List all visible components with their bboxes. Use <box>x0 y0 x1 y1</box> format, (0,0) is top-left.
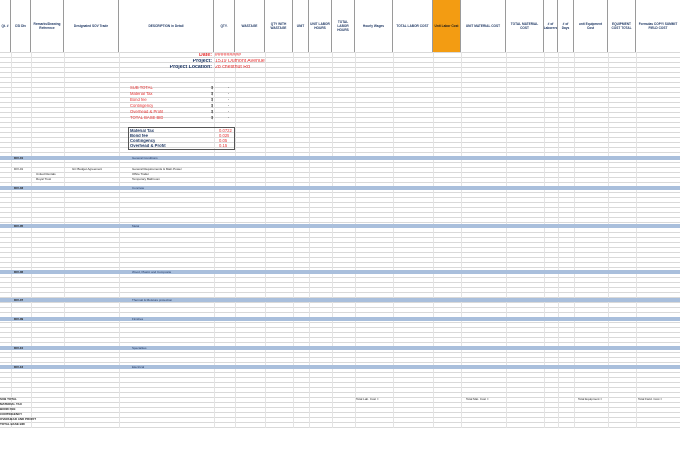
footer-overhead-profit: OVERHEAD AND PROFIT <box>0 418 37 421</box>
grid-column-line <box>544 52 545 428</box>
col-header-total-material-cost: TOTAL MATERIAL COST <box>506 0 544 52</box>
grid-row-line <box>0 427 680 428</box>
summary-total-base-bid: TOTAL BASE BID <box>130 116 164 120</box>
grid-row-line <box>0 57 680 58</box>
col-header-unit-material-cost: UNIT MATERIAL COST <box>461 0 506 52</box>
rate-bond-fee-value[interactable]: 0.025 <box>219 134 230 138</box>
rate-bond-fee-label: Bond fee <box>130 134 148 138</box>
grid-row-line <box>0 417 680 418</box>
col-header-days: # of Days <box>558 0 574 52</box>
grid-column-line <box>608 52 609 428</box>
section-band <box>0 365 680 369</box>
project-location-label: Project Location: <box>169 65 212 70</box>
col-header-description: DESCRIPTION in Detail <box>119 0 214 52</box>
section-div07-code: DIV-07 <box>14 299 24 302</box>
rate-contingency-value[interactable]: 0.05 <box>219 139 228 143</box>
grid-column-line <box>355 52 356 428</box>
grid-row-line <box>0 97 680 98</box>
grid-row-line <box>0 52 680 53</box>
summary-sub-total-value[interactable]: - <box>228 86 230 90</box>
grid-row-line <box>0 287 680 288</box>
section-electrical: Electrical <box>132 366 145 369</box>
grid-row-line <box>0 312 680 313</box>
grid-row-line <box>0 382 680 383</box>
grid-row-line <box>0 147 680 148</box>
grid-row-line <box>0 217 680 218</box>
section-finishes: Finishes <box>132 318 144 321</box>
section-concrete: Concrete <box>132 187 145 190</box>
section-thermal-moisture: Thermal & Moisture protection <box>132 299 173 302</box>
col-header-csi-div: CSI Div <box>11 0 31 52</box>
grid-row-line <box>0 257 680 258</box>
grid-column-line <box>119 52 120 428</box>
section-div01-code: DIV-01 <box>14 157 24 160</box>
grid-row-line <box>0 242 680 243</box>
grid-column-line <box>11 52 12 428</box>
grid-row-line <box>0 182 680 183</box>
footer-sub-total: SUB TOTAL <box>0 398 17 401</box>
col-header-unit-equipment-cost: unit Equipment Cost <box>574 0 608 52</box>
date-value[interactable]: ######### <box>215 53 241 58</box>
grid-row-line <box>0 107 680 108</box>
grid-row-line <box>0 262 680 263</box>
summary-material-tax: Material Tax <box>130 92 153 96</box>
grid-row-line <box>0 232 680 233</box>
summary-base-bid-currency: $ <box>211 116 214 120</box>
grid-column-line <box>64 52 65 428</box>
grid-row-line <box>0 162 680 163</box>
col-header-remarks: Remarks/Drawing Reference <box>31 0 64 52</box>
col-header-qty: QTY. <box>214 0 235 52</box>
col-header-laborers: # of Laborers <box>544 0 558 52</box>
section-div16-code: DIV-16 <box>14 366 24 369</box>
footer-total-mat-cost-label: Total Mat. Cost = <box>466 398 489 401</box>
summary-overhead-currency: $ <box>211 110 214 114</box>
footer-total-base-bid: TOTAL BASE BID <box>0 423 25 426</box>
grid-row-line <box>0 402 680 403</box>
grid-column-line <box>461 52 462 428</box>
summary-sub-total: SUB TOTAL <box>130 86 153 90</box>
section-band <box>0 317 680 321</box>
grid-row-line <box>0 332 680 333</box>
col-header-wastage: WASTAGE <box>235 0 265 52</box>
grid-row-line <box>0 282 680 283</box>
grid-row-line <box>0 67 680 68</box>
col-header-qt: Qt. # <box>0 0 11 52</box>
footer-material-tax: MATERIAL TAX <box>0 403 22 406</box>
footer-total-field-cost-label: Total Field. Cost = <box>638 398 663 401</box>
column-header-row <box>0 0 680 53</box>
grid-column-line <box>393 52 394 428</box>
section-band <box>0 298 680 302</box>
gc-row-2-remark: United Rentals <box>36 173 56 176</box>
grid-row-line <box>0 292 680 293</box>
section-band <box>0 270 680 274</box>
section-specialties: Specialties <box>132 347 147 350</box>
grid-row-line <box>0 132 680 133</box>
grid-row-line <box>0 62 680 63</box>
section-general-conditions: General Conditions <box>132 157 158 160</box>
grid-row-line <box>0 422 680 423</box>
grid-row-line <box>0 117 680 118</box>
col-header-unit-labor-cost: Unit Labor Cost <box>433 0 461 52</box>
col-header-hourly-wages: Hourly Wages <box>355 0 393 52</box>
gc-row-3-remark: Royal Trust <box>36 178 52 181</box>
section-band <box>0 186 680 190</box>
grid-row-line <box>0 237 680 238</box>
summary-contingency: Contingency <box>130 104 154 108</box>
grid-row-line <box>0 302 680 303</box>
grid-row-line <box>0 372 680 373</box>
grid-column-line <box>433 52 434 428</box>
col-header-trade: Designated SOV Trade <box>64 0 119 52</box>
grid-row-line <box>0 102 680 103</box>
section-band <box>0 346 680 350</box>
rate-overhead-label: Overhead & Profit <box>130 144 166 148</box>
summary-base-bid-value[interactable]: - <box>228 116 230 120</box>
grid-row-line <box>0 82 680 83</box>
rate-material-tax-label: Material Tax <box>130 129 154 133</box>
grid-row-line <box>0 377 680 378</box>
section-wood-plastic: Wood, Plastic and Composite <box>132 271 172 274</box>
grid-column-line <box>506 52 507 428</box>
gc-row-1-desc: General Requirements & Main Power <box>132 168 182 171</box>
grid-row-line <box>0 352 680 353</box>
date-label: Date: <box>199 53 212 58</box>
section-div10-code: DIV-10 <box>14 347 24 350</box>
grid-row-line <box>0 277 680 278</box>
rate-overhead-value[interactable]: 0.15 <box>219 144 228 148</box>
footer-total-equipment-label: Total Equipment = <box>578 398 603 401</box>
summary-bond-fee-currency: $ <box>211 98 214 102</box>
grid-row-line <box>0 362 680 363</box>
col-header-unit-labor-hours: UNIT LABOR HOURS <box>309 0 332 52</box>
grid-row-line <box>0 207 680 208</box>
gc-row-1-div: DIV-01 <box>14 168 24 171</box>
grid-row-line <box>0 322 680 323</box>
rate-material-tax-value[interactable]: 0.0722 <box>219 129 232 133</box>
summary-contingency-currency: $ <box>211 104 214 108</box>
grid-row-line <box>0 387 680 388</box>
grid-row-line <box>0 152 680 153</box>
grid-row-line <box>0 392 680 393</box>
summary-sub-total-currency: $ <box>211 86 214 90</box>
section-band <box>0 224 680 228</box>
project-value[interactable]: 1519 Dumont Avenue <box>215 59 265 64</box>
section-div06-code: DIV-06 <box>14 271 24 274</box>
col-header-total-labor-hours: TOTAL LABOR HOURS <box>332 0 355 52</box>
rate-contingency-label: Contingency <box>130 139 156 143</box>
grid-column-line <box>214 52 215 428</box>
project-location-value[interactable]: 28 chestnut Rd <box>215 65 250 70</box>
grid-row-line <box>0 252 680 253</box>
grid-column-line <box>558 52 559 428</box>
grid-row-line <box>0 77 680 78</box>
grid-row-line <box>0 127 680 128</box>
grid-row-line <box>0 197 680 198</box>
grid-row-line <box>0 142 680 143</box>
grid-column-line <box>574 52 575 428</box>
gc-row-1-trade: GC Budget Agreement <box>72 168 103 171</box>
summary-bond-fee-value[interactable]: - <box>228 98 230 102</box>
footer-bond-fee: BOND FEE <box>0 408 16 411</box>
grid-row-line <box>0 337 680 338</box>
grid-column-line <box>293 52 294 428</box>
gc-row-3-desc: Temporary Bathroom <box>132 178 161 181</box>
grid-column-line <box>265 52 266 428</box>
grid-row-line <box>0 247 680 248</box>
section-metal: Metal <box>132 225 140 228</box>
grid-row-line <box>0 407 680 408</box>
summary-material-tax-currency: $ <box>211 92 214 96</box>
section-band <box>0 156 680 160</box>
grid-row-line <box>0 72 680 73</box>
col-header-formulas: Formulas COPY/ SUMMIT FIELD COST <box>638 22 678 30</box>
grid-column-line <box>309 52 310 428</box>
grid-row-line <box>0 267 680 268</box>
summary-bond-fee: Bond fee <box>130 98 147 102</box>
gc-row-2-desc: Office Trailer <box>132 173 149 176</box>
grid-row-line <box>0 342 680 343</box>
col-header-qty-with-wastage: QTY WITH WASTAGE <box>265 0 293 52</box>
grid-row-line <box>0 92 680 93</box>
col-header-total-labor-cost: TOTAL LABOR COST <box>393 0 433 52</box>
grid-row-line <box>0 307 680 308</box>
summary-overhead-profit: Overhead & Profit <box>130 110 164 114</box>
summary-contingency-value[interactable]: - <box>228 104 230 108</box>
summary-material-tax-value[interactable]: - <box>228 92 230 96</box>
grid-column-line <box>31 52 32 428</box>
section-div09-code: DIV-09 <box>14 318 24 321</box>
grid-row-line <box>0 172 680 173</box>
col-header-unit: UNIT <box>293 0 309 52</box>
grid-column-line <box>235 52 236 428</box>
section-div05-code: DIV-05 <box>14 225 24 228</box>
col-header-equipment-cost-total: EQUIPMENT COST TOTAL <box>608 0 636 52</box>
grid-row-line <box>0 177 680 178</box>
grid-row-line <box>0 212 680 213</box>
grid-row-line <box>0 222 680 223</box>
grid-row-line <box>0 192 680 193</box>
rates-box <box>128 127 235 150</box>
summary-overhead-value[interactable]: - <box>228 110 230 114</box>
footer-contingency: CONTINGENCY <box>0 413 23 416</box>
grid-row-line <box>0 137 680 138</box>
grid-column-line <box>636 52 637 428</box>
grid-row-line <box>0 122 680 123</box>
grid-row-line <box>0 357 680 358</box>
grid-row-line <box>0 87 680 88</box>
grid-row-line <box>0 327 680 328</box>
grid-column-line <box>332 52 333 428</box>
project-label: Project: <box>192 59 212 64</box>
section-div03-code: DIV-03 <box>14 187 24 190</box>
grid-row-line <box>0 112 680 113</box>
footer-total-lab-cost-label: Total Lab. Cost = <box>356 398 379 401</box>
grid-row-line <box>0 412 680 413</box>
grid-row-line <box>0 202 680 203</box>
